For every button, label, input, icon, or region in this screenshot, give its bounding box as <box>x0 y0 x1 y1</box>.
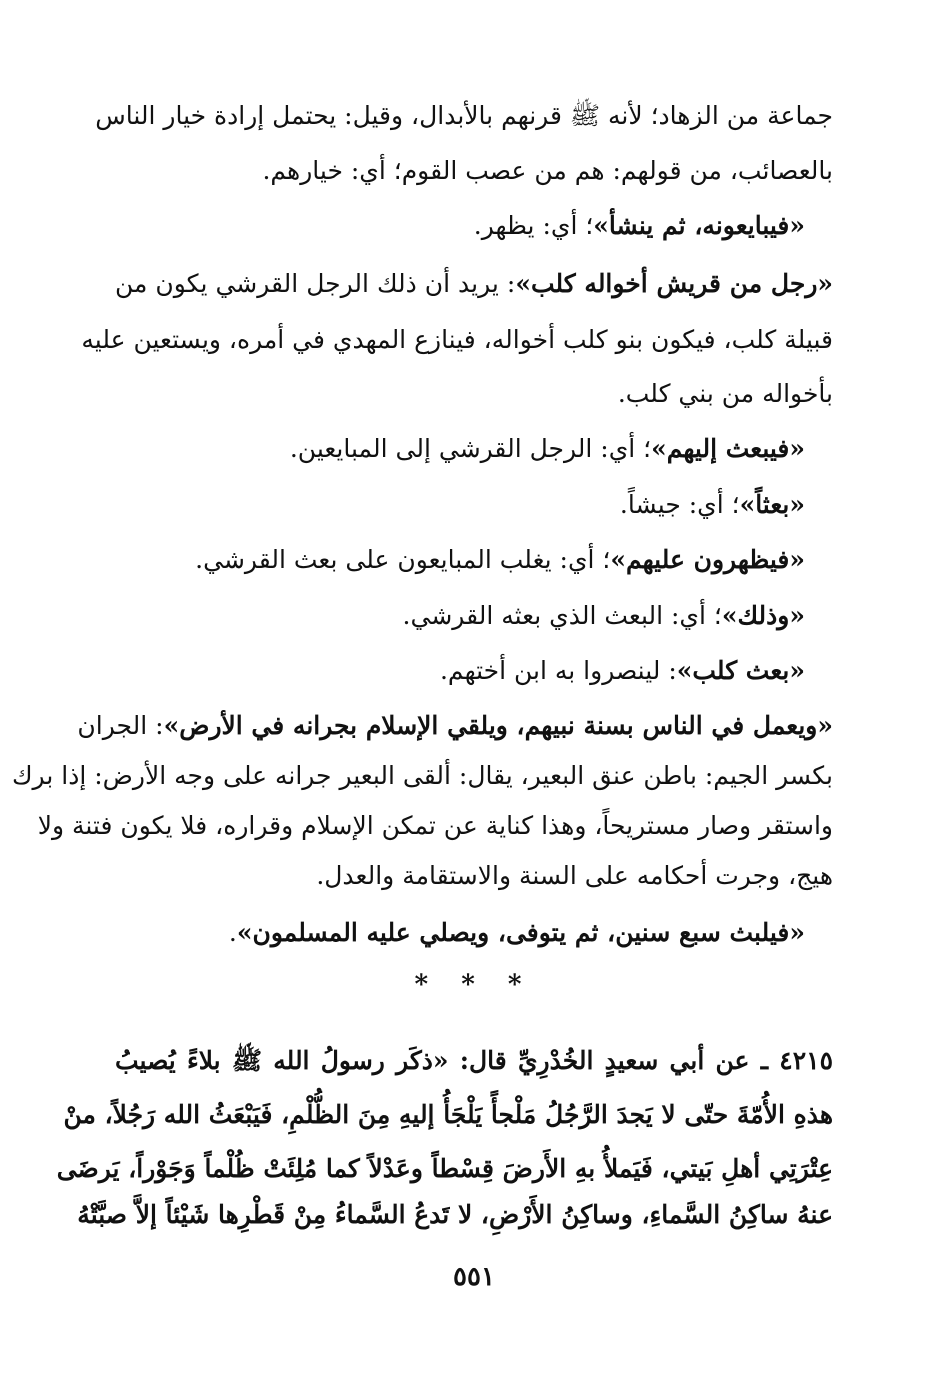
text-line: «ويعمل في الناس بسنة نبيهم، ويلقي الإسلام بجرانه في الأرض»: الجران <box>77 711 833 740</box>
text-line: «فيلبث سبع سنين، ثم يتوفى، ويصلي عليه المسلمون». <box>228 918 805 947</box>
text-line: واستقر وصار مستريحاً، وهذا كناية عن تمكن الإسلام وقراره، فلا يكون فتنة ولا <box>37 811 833 840</box>
text-line: هيج، وجرت أحكامه على السنة والاستقامة والعدل. <box>316 861 833 890</box>
text-line: جماعة من الزهاد؛ لأنه ﷺ قرنهم بالأبدال، وقيل: يحتمل إرادة خيار الناس <box>95 101 833 130</box>
hadith-line: هذهِ الأُمّةَ حتّى لا يَجدَ الرَّجُلُ مَلْجأً يَلْجَأُ إليهِ مِنَ الظُّلْمِ، فَيَبْعَثُ الله رَجُلاً، منْ <box>63 1100 833 1129</box>
section-separator: * * * <box>414 970 534 1000</box>
text-line: «فيبايعونه، ثم ينشأ»؛ أي: يظهر. <box>473 211 805 240</box>
text-line: «رجل من قريش أخواله كلب»: يريد أن ذلك الرجل القرشي يكون من <box>115 269 834 298</box>
text-line: قبيلة كلب، فيكون بنو كلب أخواله، فينازع المهدي في أمره، ويستعين عليه <box>81 325 833 354</box>
text-line: «فيظهرون عليهم»؛ أي: يغلب المبايعون على بعث القرشي. <box>195 545 805 574</box>
hadith-line: ٤٢١٥ ـ عن أبي سعيدٍ الخُدْرِيِّ قال: «ذكَر رسولُ الله ﷺ بلاءً يُصيبُ <box>115 1046 833 1075</box>
text-line: بالعصائب، من قولهم: هم من عصب القوم؛ أي: خيارهم. <box>262 156 833 185</box>
text-line: بأخواله من بني كلب. <box>617 379 833 408</box>
hadith-line: عِتْرَتِي أهلِ بَيتي، فَيَملأُ بهِ الأَرضَ قِسْطاً وعَدْلاً كما مُلِئَتْ ظُلْماً وَجَوْراً، يَرضَى <box>56 1154 833 1183</box>
hadith-line: عنهُ ساكِنُ السَّماءِ، وساكِنُ الأَرْضِ، لا تَدعُ السَّماءُ مِنْ قَطْرِها شَيْئاً إلاَّ صبَّتْهُ <box>77 1200 833 1229</box>
text-line: «بعث كلب»: لينصروا به ابن أختهم. <box>439 656 805 685</box>
text-line: بكسر الجيم: باطن عنق البعير، يقال: ألقى البعير جرانه على وجه الأرض: إذا برك <box>11 761 833 790</box>
text-line: «بعثاً»؛ أي: جيشاً. <box>619 490 805 519</box>
text-line: «فيبعث إليهم»؛ أي: الرجل القرشي إلى المبايعين. <box>289 434 805 463</box>
text-line: «وذلك»؛ أي: البعث الذي بعثه القرشي. <box>402 601 805 630</box>
page-number: ٥٥١ <box>453 1262 495 1292</box>
